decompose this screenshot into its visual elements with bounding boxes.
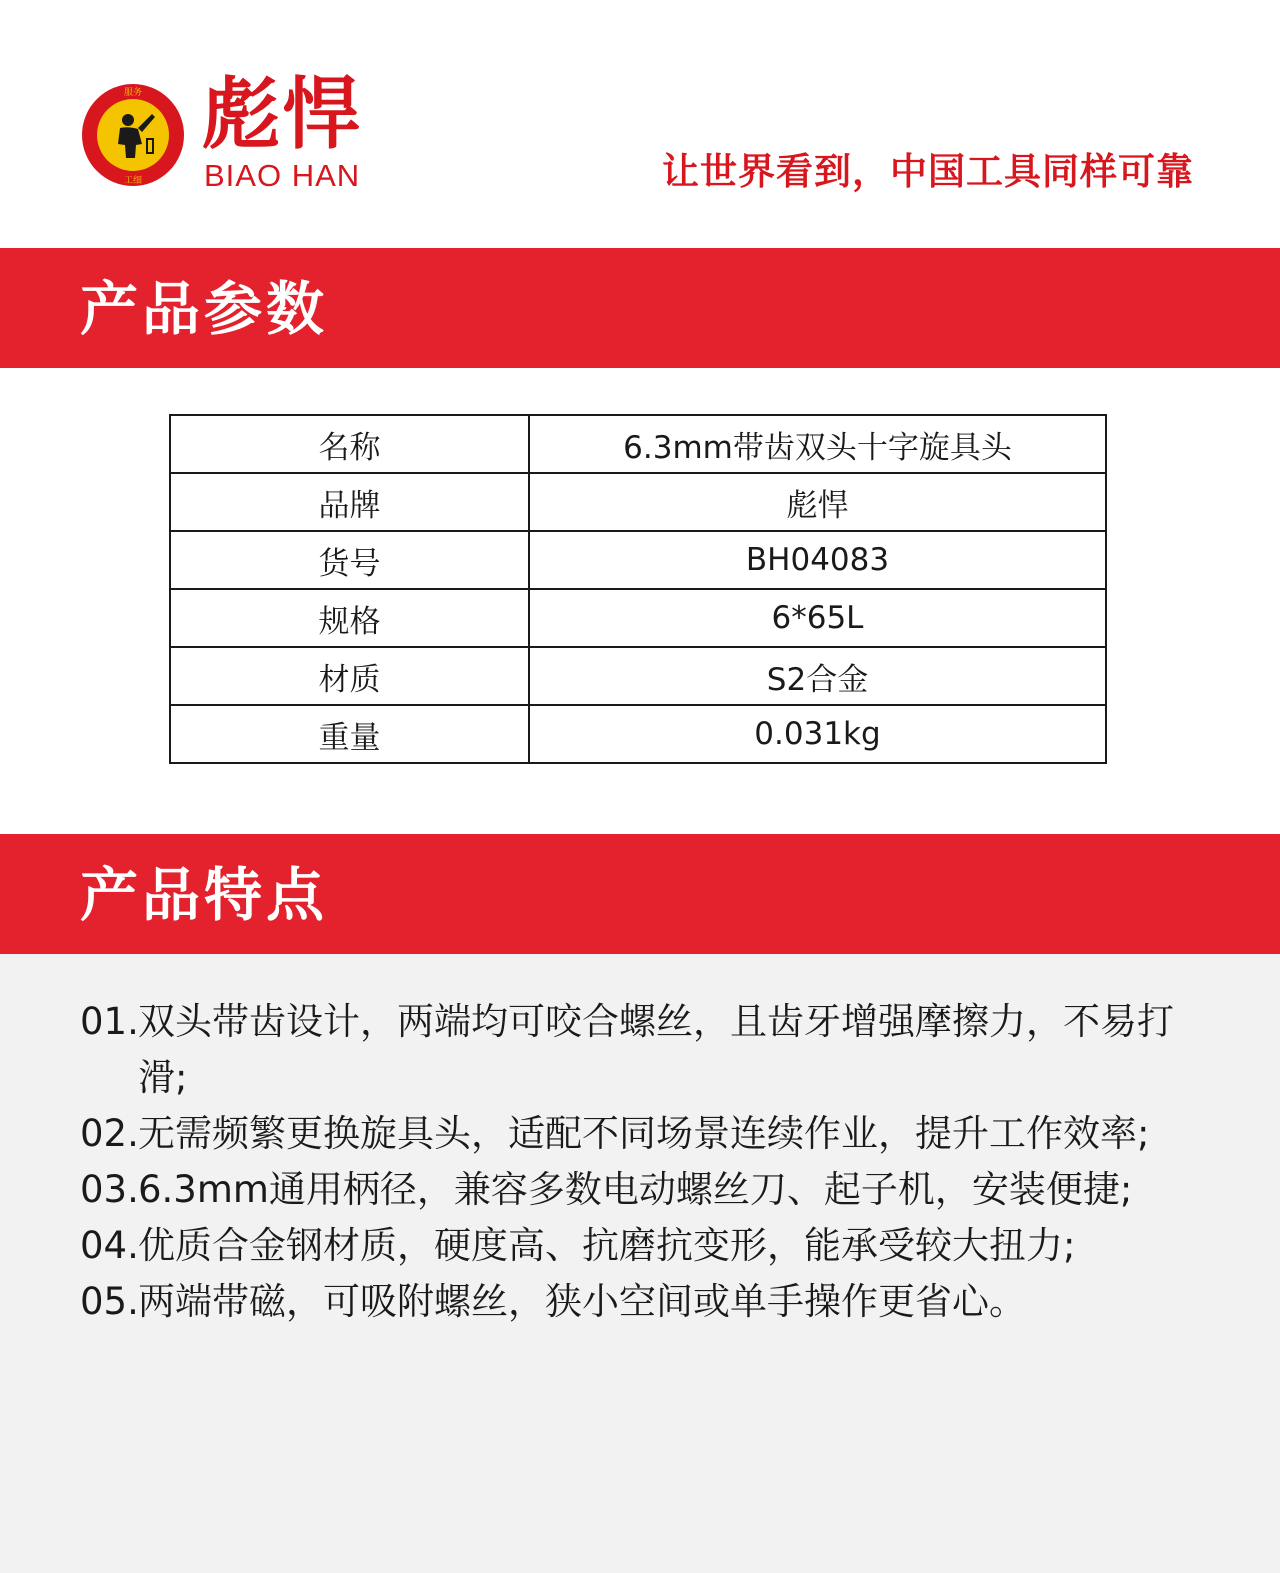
brand-seal-logo <box>80 82 186 188</box>
list-item <box>80 1218 1210 1274</box>
param-value: S2合金 <box>529 647 1106 705</box>
table-row <box>170 473 1106 531</box>
param-value: 6*65L <box>529 589 1106 647</box>
table-row <box>170 705 1106 763</box>
slogan: 让世界看到，中国工具同样可靠 <box>662 150 1194 193</box>
table-row <box>170 415 1106 473</box>
list-item <box>80 1274 1210 1330</box>
svg-text:服务: 服务 <box>123 88 143 98</box>
feature-text: 优质合金钢材质，硬度高、抗磨抗变形，能承受较大扭力; <box>138 1224 1076 1267</box>
header <box>0 0 1280 248</box>
param-key: 重量 <box>170 705 529 763</box>
feature-text: 双头带齿设计，两端均可咬合螺丝，且齿牙增强摩擦力，不易打滑; <box>138 1000 1174 1099</box>
params-section-title: 产品参数 <box>80 275 329 343</box>
feature-number: 03. <box>80 1168 139 1211</box>
params-area <box>0 368 1280 834</box>
feature-number: 01. <box>80 1000 139 1043</box>
params-section-header <box>0 248 1280 368</box>
features-list <box>80 994 1210 1330</box>
feature-text: 6.3mm通用柄径，兼容多数电动螺丝刀、起子机，安装便捷; <box>138 1168 1133 1211</box>
param-key: 规格 <box>170 589 529 647</box>
param-key: 货号 <box>170 531 529 589</box>
param-key: 材质 <box>170 647 529 705</box>
list-item <box>80 1106 1210 1162</box>
feature-number: 04. <box>80 1224 139 1267</box>
param-value: 彪悍 <box>529 473 1106 531</box>
brand-name-en: BIAO HAN <box>204 158 361 193</box>
svg-text:工细: 工细 <box>123 176 143 186</box>
param-key: 品牌 <box>170 473 529 531</box>
param-key: 名称 <box>170 415 529 473</box>
table-row <box>170 531 1106 589</box>
brand-name-cn: 彪悍 <box>202 69 363 160</box>
list-item <box>80 994 1210 1106</box>
features-area <box>0 954 1280 1573</box>
param-value: 6.3mm带齿双头十字旋具头 <box>529 415 1106 473</box>
table-row <box>170 589 1106 647</box>
feature-text: 两端带磁，可吸附螺丝，狭小空间或单手操作更省心。 <box>138 1280 1026 1323</box>
list-item <box>80 1162 1210 1218</box>
param-value: 0.031kg <box>529 705 1106 763</box>
table-row <box>170 647 1106 705</box>
feature-number: 02. <box>80 1112 139 1155</box>
features-section-header <box>0 834 1280 954</box>
feature-text: 无需频繁更换旋具头，适配不同场景连续作业，提升工作效率; <box>138 1112 1150 1155</box>
features-section-title: 产品特点 <box>80 861 329 929</box>
param-value: BH04083 <box>529 531 1106 589</box>
feature-number: 05. <box>80 1280 139 1323</box>
params-table <box>169 414 1107 764</box>
